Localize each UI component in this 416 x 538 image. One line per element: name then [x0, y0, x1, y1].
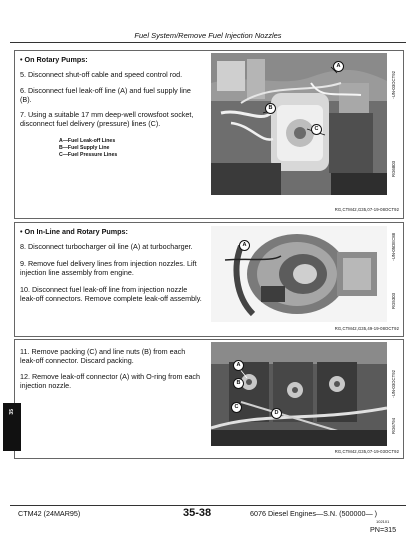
footer-manual-code: CTM42 (24MAR95)	[18, 509, 81, 518]
step-12-line1: 12. Remove leak-off connector (A) with O-ring from each	[20, 372, 201, 381]
step-10-line2: leak-off connectors. Remove complete leak-off assembly.	[20, 294, 202, 303]
photo-leak-off-connector	[211, 342, 387, 446]
step-6-line1: 6. Disconnect fuel leak-off line (A) and fuel supply line	[20, 86, 191, 95]
step-9-line2: injection line assembly from engine.	[20, 268, 134, 277]
reference-code: RG,CTM42,G35,07-19-08OCT92	[334, 207, 399, 212]
footer-rule	[10, 505, 406, 506]
step-10-line1: 10. Disconnect fuel leak-off line from injection nozzle	[20, 285, 188, 294]
legend-b: B—Fuel Supply Line	[59, 145, 110, 151]
callout-a: A	[333, 61, 344, 72]
section-inline-rotary-pumps	[14, 222, 404, 337]
callout-c: C	[231, 402, 242, 413]
leak-off-photo-graphic	[211, 342, 387, 446]
image-code-a: RG6794	[391, 418, 396, 435]
step-12-line2: injection nozzle.	[20, 381, 72, 390]
legend-a: A—Fuel Leak-off Lines	[59, 138, 116, 144]
photo-turbocharger	[211, 226, 387, 322]
turbocharger-photo-graphic	[211, 226, 387, 322]
page-header-title: Fuel System/Remove Fuel Injection Nozzles	[134, 31, 282, 40]
section-tab	[3, 403, 21, 451]
section-leak-off-connectors	[14, 339, 404, 459]
image-code-b: -UN-05DEC88	[391, 233, 396, 261]
image-code-a: RG5303	[391, 293, 396, 310]
reference-code: RG,CTM42,G35,07-19-03OCT92	[334, 449, 399, 454]
step-11-line1: 11. Remove packing (C) and line nuts (B) from each	[20, 347, 186, 356]
step-9-line1: 9. Remove fuel delivery lines from injection nozzles. Lift	[20, 259, 197, 268]
section-heading: • On Rotary Pumps:	[20, 55, 88, 64]
section-rotary-pumps	[14, 50, 404, 219]
photo-rotary-pump	[211, 53, 387, 195]
footer-engine-series: 6076 Diesel Engines—S.N. (500000— )	[250, 509, 378, 518]
rotary-pump-photo-graphic	[211, 53, 387, 195]
image-code-b: -UN-03OCT92	[391, 71, 396, 99]
header-rule	[10, 42, 406, 43]
image-code-b: -UN-03OCT92	[391, 370, 396, 398]
section-heading: • On In-Line and Rotary Pumps:	[20, 227, 128, 236]
reference-code: RG,CTM42,G35,49-19-08OCT92	[334, 326, 399, 331]
callout-d: D	[271, 408, 282, 419]
step-6-line2: (B).	[20, 95, 32, 104]
image-code-a: RG6803	[391, 161, 396, 178]
footer-page-number: 35-38	[183, 507, 212, 519]
step-7-line2: disconnect fuel delivery (pressure) lines (C).	[20, 119, 161, 128]
step-7-line1: 7. Using a suitable 17 mm deep-well crowsfoot socket,	[20, 110, 194, 119]
legend-c: C—Fuel Pressure Lines	[59, 152, 118, 158]
footer-small-code: 102101	[376, 519, 390, 524]
step-5: 5. Disconnect shut-off cable and speed control rod.	[20, 70, 183, 79]
footer-pn: PN=315	[370, 525, 397, 534]
callout-a: A	[239, 240, 250, 251]
callout-b: B	[233, 378, 244, 389]
section-tab-label: 35	[9, 409, 15, 415]
callout-a: A	[233, 360, 244, 371]
step-8: 8. Disconnect turbocharger oil line (A) at turbocharger.	[20, 242, 193, 251]
callout-b: B	[265, 103, 276, 114]
callout-c: C	[311, 124, 322, 135]
step-11-line2: leak-off connector. Discard packing.	[20, 356, 134, 365]
